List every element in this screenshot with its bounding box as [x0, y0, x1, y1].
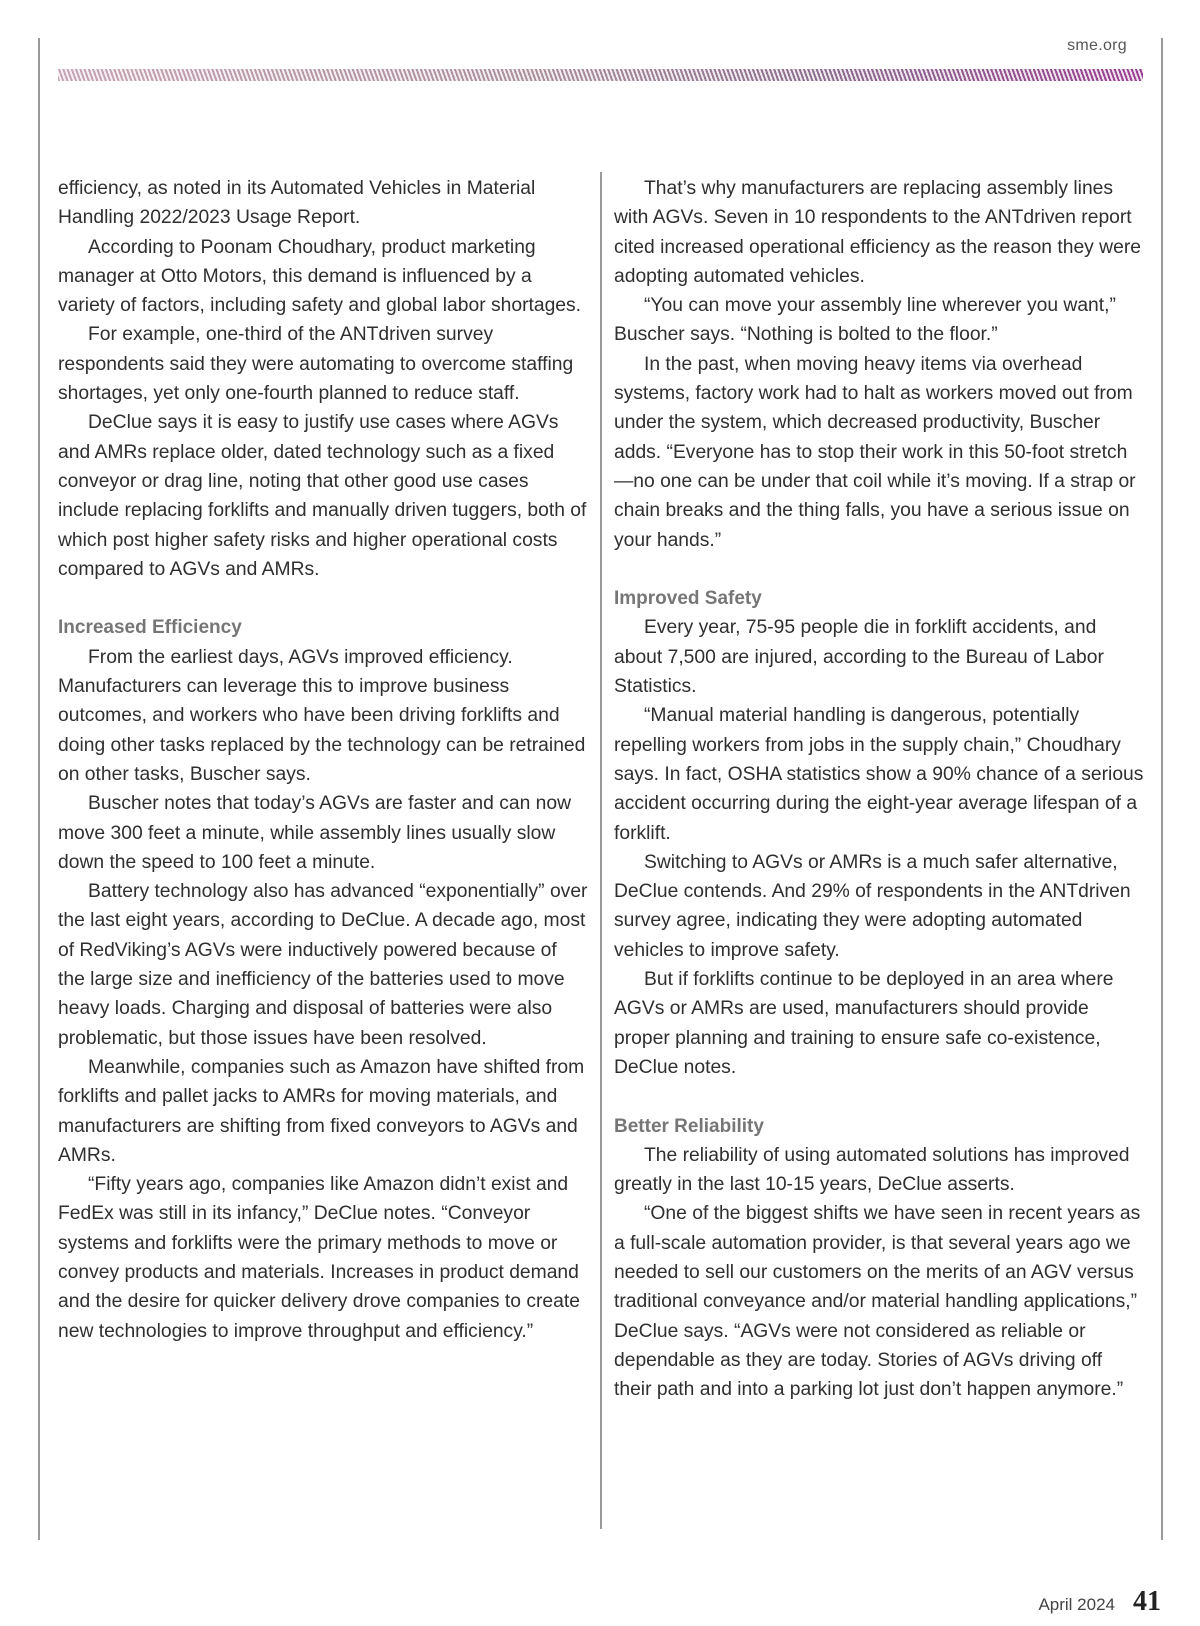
right-column	[614, 174, 1144, 1404]
paragraph: Every year, 75-95 people die in forklift accidents, and about 7,500 are injured, according to the Bureau of Labor Statistics.	[614, 617, 1104, 698]
page-number: 41	[1133, 1586, 1161, 1617]
paragraph: The reliability of using automated solutions has improved greatly in the last 10-15 years, DeClue asserts.	[614, 1144, 1130, 1196]
section-heading-increased-efficiency: Increased Efficiency	[58, 617, 242, 639]
paragraph: For example, one-third of the ANTdriven survey respondents said they were automating to overcome staffing shortages, yet only one-fourth planned to reduce staff.	[58, 324, 574, 405]
left-margin-rule	[38, 38, 40, 1540]
paragraph: efficiency, as noted in its Automated Vehicles in Material Handling 2022/2023 Usage Report.	[58, 178, 536, 229]
right-margin-rule	[1161, 38, 1163, 1540]
paragraph: Meanwhile, companies such as Amazon have shifted from forklifts and pallet jacks to AMRs for moving materials, and manufacturers are shifting from fixed conveyors to AGVs and AMRs.	[58, 1056, 585, 1166]
paragraph: According to Poonam Choudhary, product marketing manager at Otto Motors, this demand is influenced by a variety of factors, including safety and global labor shortages.	[58, 236, 582, 317]
section-heading-better-reliability: Better Reliability	[614, 1115, 764, 1137]
paragraph: “Fifty years ago, companies like Amazon didn’t exist and FedEx was still in its infancy,” DeClue notes. “Conveyor systems and forklifts were the primary methods to move or convey products and materials. Increases in product demand and the desire for quicker delivery drove companies to create new technologies to improve throughput and efficiency.”	[58, 1174, 580, 1342]
paragraph: “You can move your assembly line wherever you want,” Buscher says. “Nothing is bolted to the floor.”	[614, 295, 1116, 346]
paragraph: Switching to AGVs or AMRs is a much safer alternative, DeClue contends. And 29% of respondents in the ANTdriven survey agree, indicating they were adopting automated vehicles to improve safety.	[614, 851, 1131, 961]
header-stripe	[58, 69, 1143, 81]
paragraph: From the earliest days, AGVs improved efficiency. Manufacturers can leverage this to improve business outcomes, and workers who have been driving forklifts and doing other tasks replaced by the technology can be retrained on other tasks, Buscher says.	[58, 646, 586, 785]
paragraph: Battery technology also has advanced “exponentially” over the last eight years, according to DeClue. A decade ago, most of RedViking’s AGVs were inductively powered because of the large size and inefficiency of the batteries used to move heavy loads. Charging and disposal of batteries were also problematic, but those issues have been resolved.	[58, 881, 588, 1049]
paragraph: That’s why manufacturers are replacing assembly lines with AGVs. Seven in 10 respondents to the ANTdriven report cited increased operational efficiency as the reason they were adopting automated vehicles.	[614, 178, 1141, 287]
paragraph: Buscher notes that today’s AGVs are faster and can now move 300 feet a minute, while assembly lines usually slow down the speed to 100 feet a minute.	[58, 793, 572, 873]
paragraph: In the past, when moving heavy items via overhead systems, factory work had to halt as workers moved out from under the system, which decreased productivity, Buscher adds. “Everyone has to stop their work in this 50-foot stretch—no one can be under that coil while it’s moving. If a strap or chain breaks and the thing falls, you have a serious issue on your hands.”	[614, 353, 1136, 551]
paragraph: “Manual material handling is dangerous, potentially repelling workers from jobs in the supply chain,” Choudhary says. In fact, OSHA statistics show a 90% chance of a serious accident occurring during the eight-year average lifespan of a forklift.	[614, 705, 1144, 844]
column-divider	[600, 172, 602, 1529]
site-url: sme.org	[1067, 37, 1127, 54]
paragraph: But if forklifts continue to be deployed in an area where AGVs or AMRs are used, manufacturers should provide proper planning and training to ensure safe co-existence, DeClue notes.	[614, 969, 1114, 1078]
page-footer	[1038, 1586, 1161, 1618]
paragraph: DeClue says it is easy to justify use cases where AGVs and AMRs replace older, dated technology such as a fixed conveyor or drag line, noting that other good use cases include replacing forklifts and manually driven tuggers, both of which post higher safety risks and higher operational costs compared to AGVs and AMRs.	[58, 412, 587, 580]
issue-date: April 2024	[1038, 1595, 1115, 1614]
section-heading-improved-safety: Improved Safety	[614, 588, 762, 610]
left-column	[58, 174, 588, 1346]
paragraph: “One of the biggest shifts we have seen in recent years as a full-scale automation provider, is that several years ago we needed to sell our customers on the merits of an AGV versus traditional conveyance and/or material handling applications,” DeClue says. “AGVs were not considered as reliable or dependable as they are today. Stories of AGVs driving off their path and into a parking lot just don’t happen anymore.”	[614, 1203, 1141, 1401]
